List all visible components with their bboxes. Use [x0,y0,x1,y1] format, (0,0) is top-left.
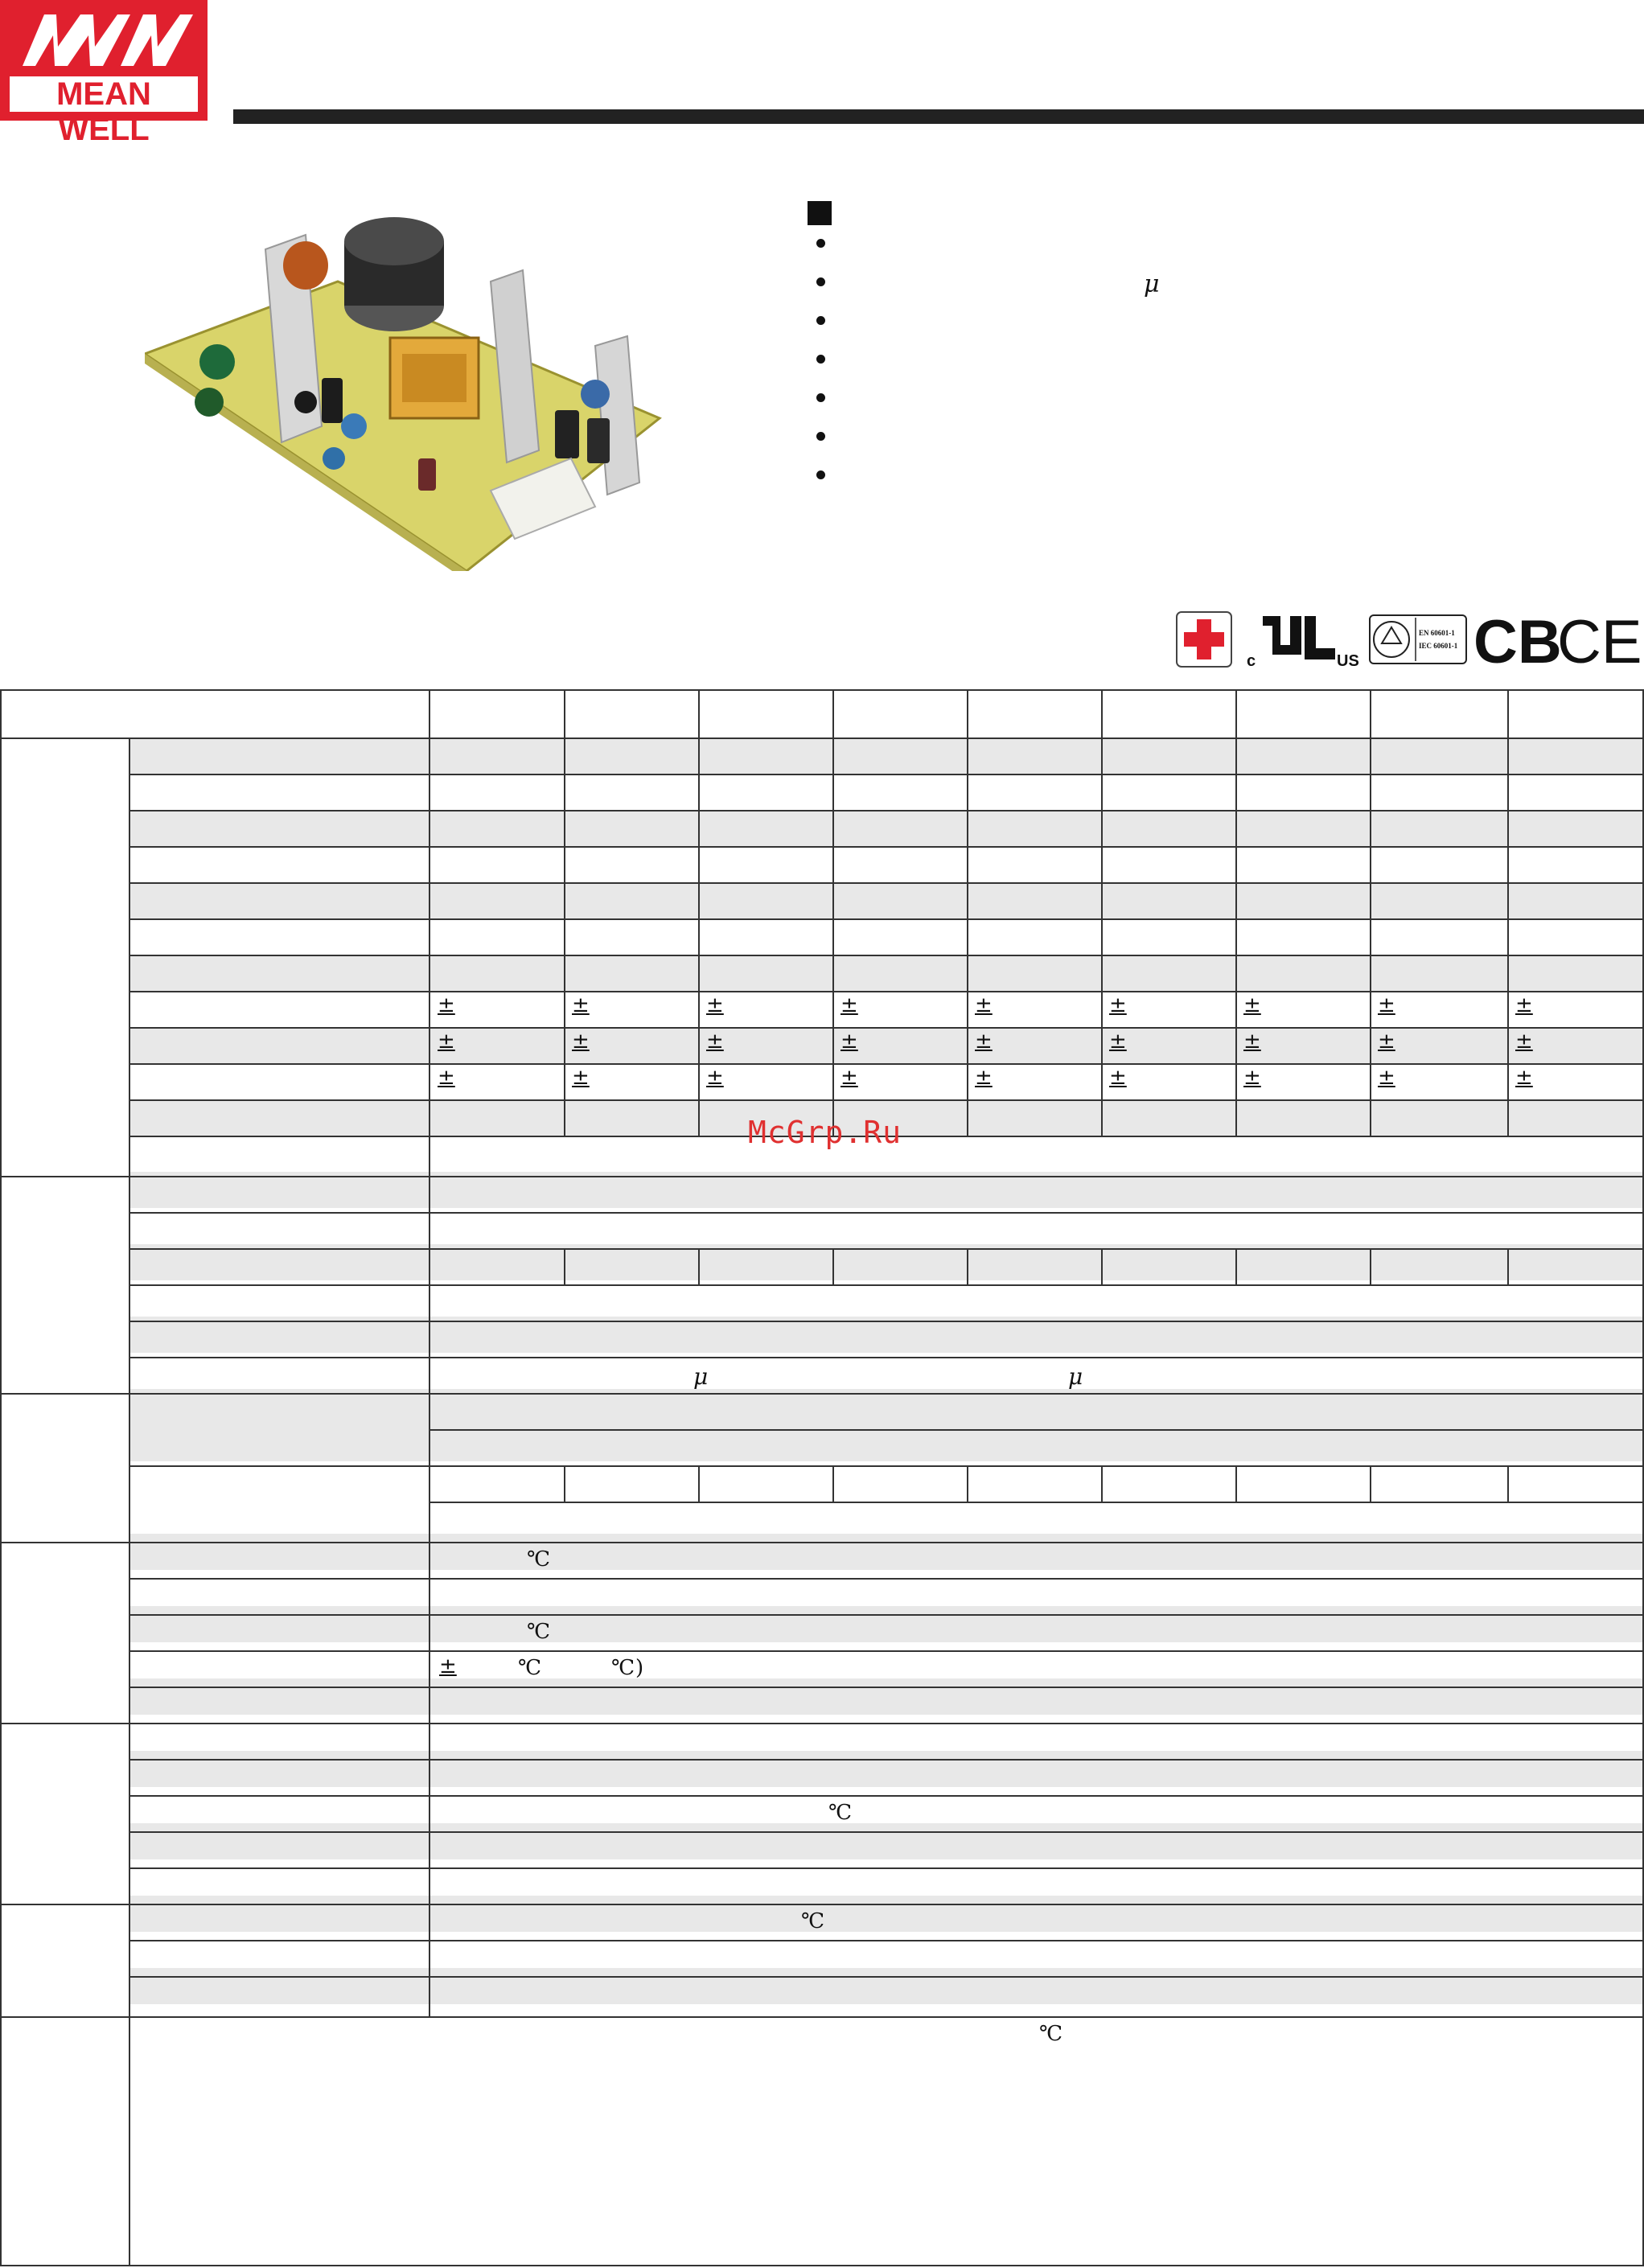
svg-text:US: US [1337,652,1359,669]
degree-celsius-symbol: ℃ [828,1801,853,1825]
tolerance-symbol: ± [1378,1066,1395,1090]
cb-ce-mark-icon [1473,610,1644,669]
tolerance-symbol: ± [572,1029,590,1054]
tolerance-symbol: ± [706,993,724,1017]
tolerance-symbol: ± [1378,993,1395,1017]
mw-logo-icon [0,0,208,76]
feature-bullet [816,432,825,441]
cul-us-mark-icon [1245,610,1364,669]
feature-bullet [816,239,825,248]
tolerance-symbol: ± [572,1066,590,1090]
tolerance-symbol: ± [975,1029,993,1054]
tolerance-symbol: ± [1515,1029,1533,1054]
feature-bullet [816,470,825,479]
cb-mark-label: CB [1473,610,1562,669]
tolerance-symbol: ± [1378,1029,1395,1054]
tolerance-symbol: ± [438,1066,455,1090]
feature-micro-symbol: μ [1144,270,1160,298]
feature-bullet [816,355,825,364]
tolerance-symbol: ± [975,993,993,1017]
tolerance-symbol: ± [438,1029,455,1054]
tolerance-symbol: ± [439,1654,457,1678]
brand-logo [0,0,208,147]
watermark: McGrp.Ru [748,1115,902,1150]
tolerance-symbol: ± [840,1066,858,1090]
tuv-standard-line: EN 60601-1 [1419,629,1455,637]
micro-symbol: μ [1068,1363,1083,1390]
degree-celsius-symbol: ℃ [518,1656,542,1680]
tolerance-symbol: ± [1243,993,1261,1017]
brand-name: MEAN WELL [10,76,198,112]
red-cross-mark-icon [1176,610,1232,669]
ce-mark-label: CE [1557,610,1642,669]
tolerance-symbol: ± [1515,993,1533,1017]
tolerance-symbol: ± [1243,1029,1261,1054]
degree-celsius-symbol: ℃ [801,1909,825,1933]
tolerance-symbol: ± [975,1066,993,1090]
spec-table [0,689,1644,2268]
tolerance-symbol: ± [1515,1066,1533,1090]
degree-celsius-symbol: ℃ [1039,2022,1063,2046]
tolerance-symbol: ± [840,1029,858,1054]
tolerance-symbol: ± [840,993,858,1017]
tolerance-symbol: ± [706,1066,724,1090]
micro-symbol: μ [693,1363,709,1390]
tolerance-symbol: ± [572,993,590,1017]
degree-celsius-symbol: ℃ [527,1547,551,1572]
tuv-standard-line: IEC 60601-1 [1419,642,1458,650]
degree-celsius-symbol: ℃ [611,1656,635,1680]
features-marker [808,201,832,225]
feature-bullet [816,316,825,325]
close-paren: ) [635,1656,644,1680]
tolerance-symbol: ± [1109,1066,1127,1090]
tolerance-symbol: ± [706,1029,724,1054]
tolerance-symbol: ± [1109,1029,1127,1054]
product-photo [145,217,676,571]
svg-text:c: c [1247,652,1256,669]
tolerance-symbol: ± [438,993,455,1017]
feature-bullet [816,393,825,402]
tuv-mark-icon [1369,610,1467,669]
tolerance-symbol: ± [1243,1066,1261,1090]
degree-celsius-symbol: ℃ [527,1620,551,1644]
tolerance-symbol: ± [1109,993,1127,1017]
header-rule [233,109,1644,124]
feature-bullet [816,277,825,286]
